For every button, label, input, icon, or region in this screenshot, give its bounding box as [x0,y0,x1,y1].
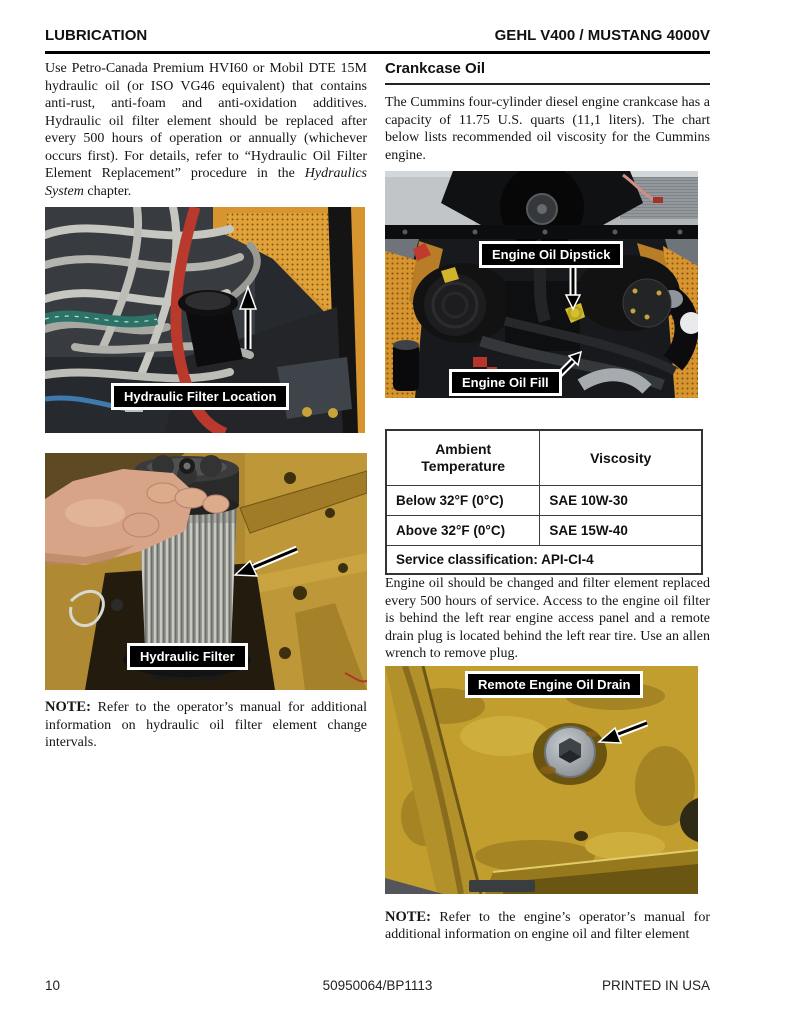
table-row [386,516,702,546]
engine-oil-note [385,909,710,944]
service-classification-cell: Service classification: API-CI-4 [386,546,702,575]
engine-oil-dipstick-label: Engine Oil Dipstick [479,241,623,268]
teal-hose [45,316,157,322]
oil-below-cell: SAE 10W-30 [540,486,702,516]
crankcase-oil-heading: Crankcase Oil [385,60,710,85]
page-footer [45,978,710,993]
cross-beam [385,225,698,239]
table-service-row [386,546,702,575]
oil-above-cell: SAE 15W-40 [540,516,702,546]
note-text: Refer to the engine’s operator’s manual for additional information on engine oil and filter element [385,909,710,942]
hydraulic-oil-paragraph [45,60,367,200]
hydraulic-filter-label: Hydraulic Filter [127,643,248,670]
temp-below-cell: Below 32°F (0°C) [386,486,540,516]
oil-viscosity-table [385,429,703,575]
viscosity-header: Viscosity [540,430,702,486]
engine-oil-fill-label: Engine Oil Fill [449,369,562,396]
ambient-temperature-header: Ambient Temperature [386,430,540,486]
table-row [386,486,702,516]
note-label: NOTE: [45,699,91,715]
temp-above-cell: Above 32°F (0°C) [386,516,540,546]
printed-in-usa: PRINTED IN USA [601,978,710,993]
table-header-row [386,430,702,486]
header-left-title: LUBRICATION [45,27,148,44]
remote-drain-photo [385,666,698,894]
engine-compartment-illustration [385,171,698,398]
note-label: NOTE: [385,908,431,925]
hydraulic-note [45,699,367,752]
drain-plug [533,723,607,785]
right-column [385,60,710,944]
hydraulic-filter-photo [45,453,367,690]
intro-italic-text: Hydraulics System [45,166,367,199]
crankcase-paragraph: The Cummins four-cylinder diesel engine crankcase has a capacity of 11.75 U.S. quarts (11,1 liters). The chart below lists recommended oil viscosity for the Cummins engine. [385,95,710,163]
note-text: Refer to the operator’s manual for additional information on hydraulic oil filter element change intervals. [45,700,367,750]
flashlight [393,340,419,391]
page-header [45,27,710,44]
header-rule [45,51,710,54]
intro-text-after: chapter. [83,183,132,199]
intro-text: Use Petro-Canada Premium HVI60 or Mobil DTE 15M hydraulic oil (or ISO VG46 equivalent) that contains anti-rust, anti-foam and anti-oxidation additives. Hydraulic oil filter element should be replaced after every 500 hours of operation or annually (whichever occurs first). For details, refer to “Hydraulic Oil Filter Element Replacement” procedure in the [45,61,367,181]
header-right-title: GEHL V400 / MUSTANG 4000V [494,27,710,44]
hydraulic-filter-location-photo [45,207,365,433]
engine-oil-paragraph: Engine oil should be changed and filter element replaced every 500 hours of service. Access to the engine oil filter is behind the left rear engine access panel and a remote drain plug is located behind the left rear tire. Use an allen wrench to remove plug. [385,576,710,661]
document-number: 50950064/BP1113 [322,978,433,993]
left-air-cleaner [413,263,513,343]
remote-engine-oil-drain-label: Remote Engine Oil Drain [465,671,643,698]
small-hole [574,831,588,841]
page-number: 10 [45,978,61,993]
hydraulic-filter-location-label: Hydraulic Filter Location [111,383,289,410]
left-column [45,60,367,752]
engine-compartment-photo [385,171,698,398]
remote-drain-illustration [385,666,698,894]
